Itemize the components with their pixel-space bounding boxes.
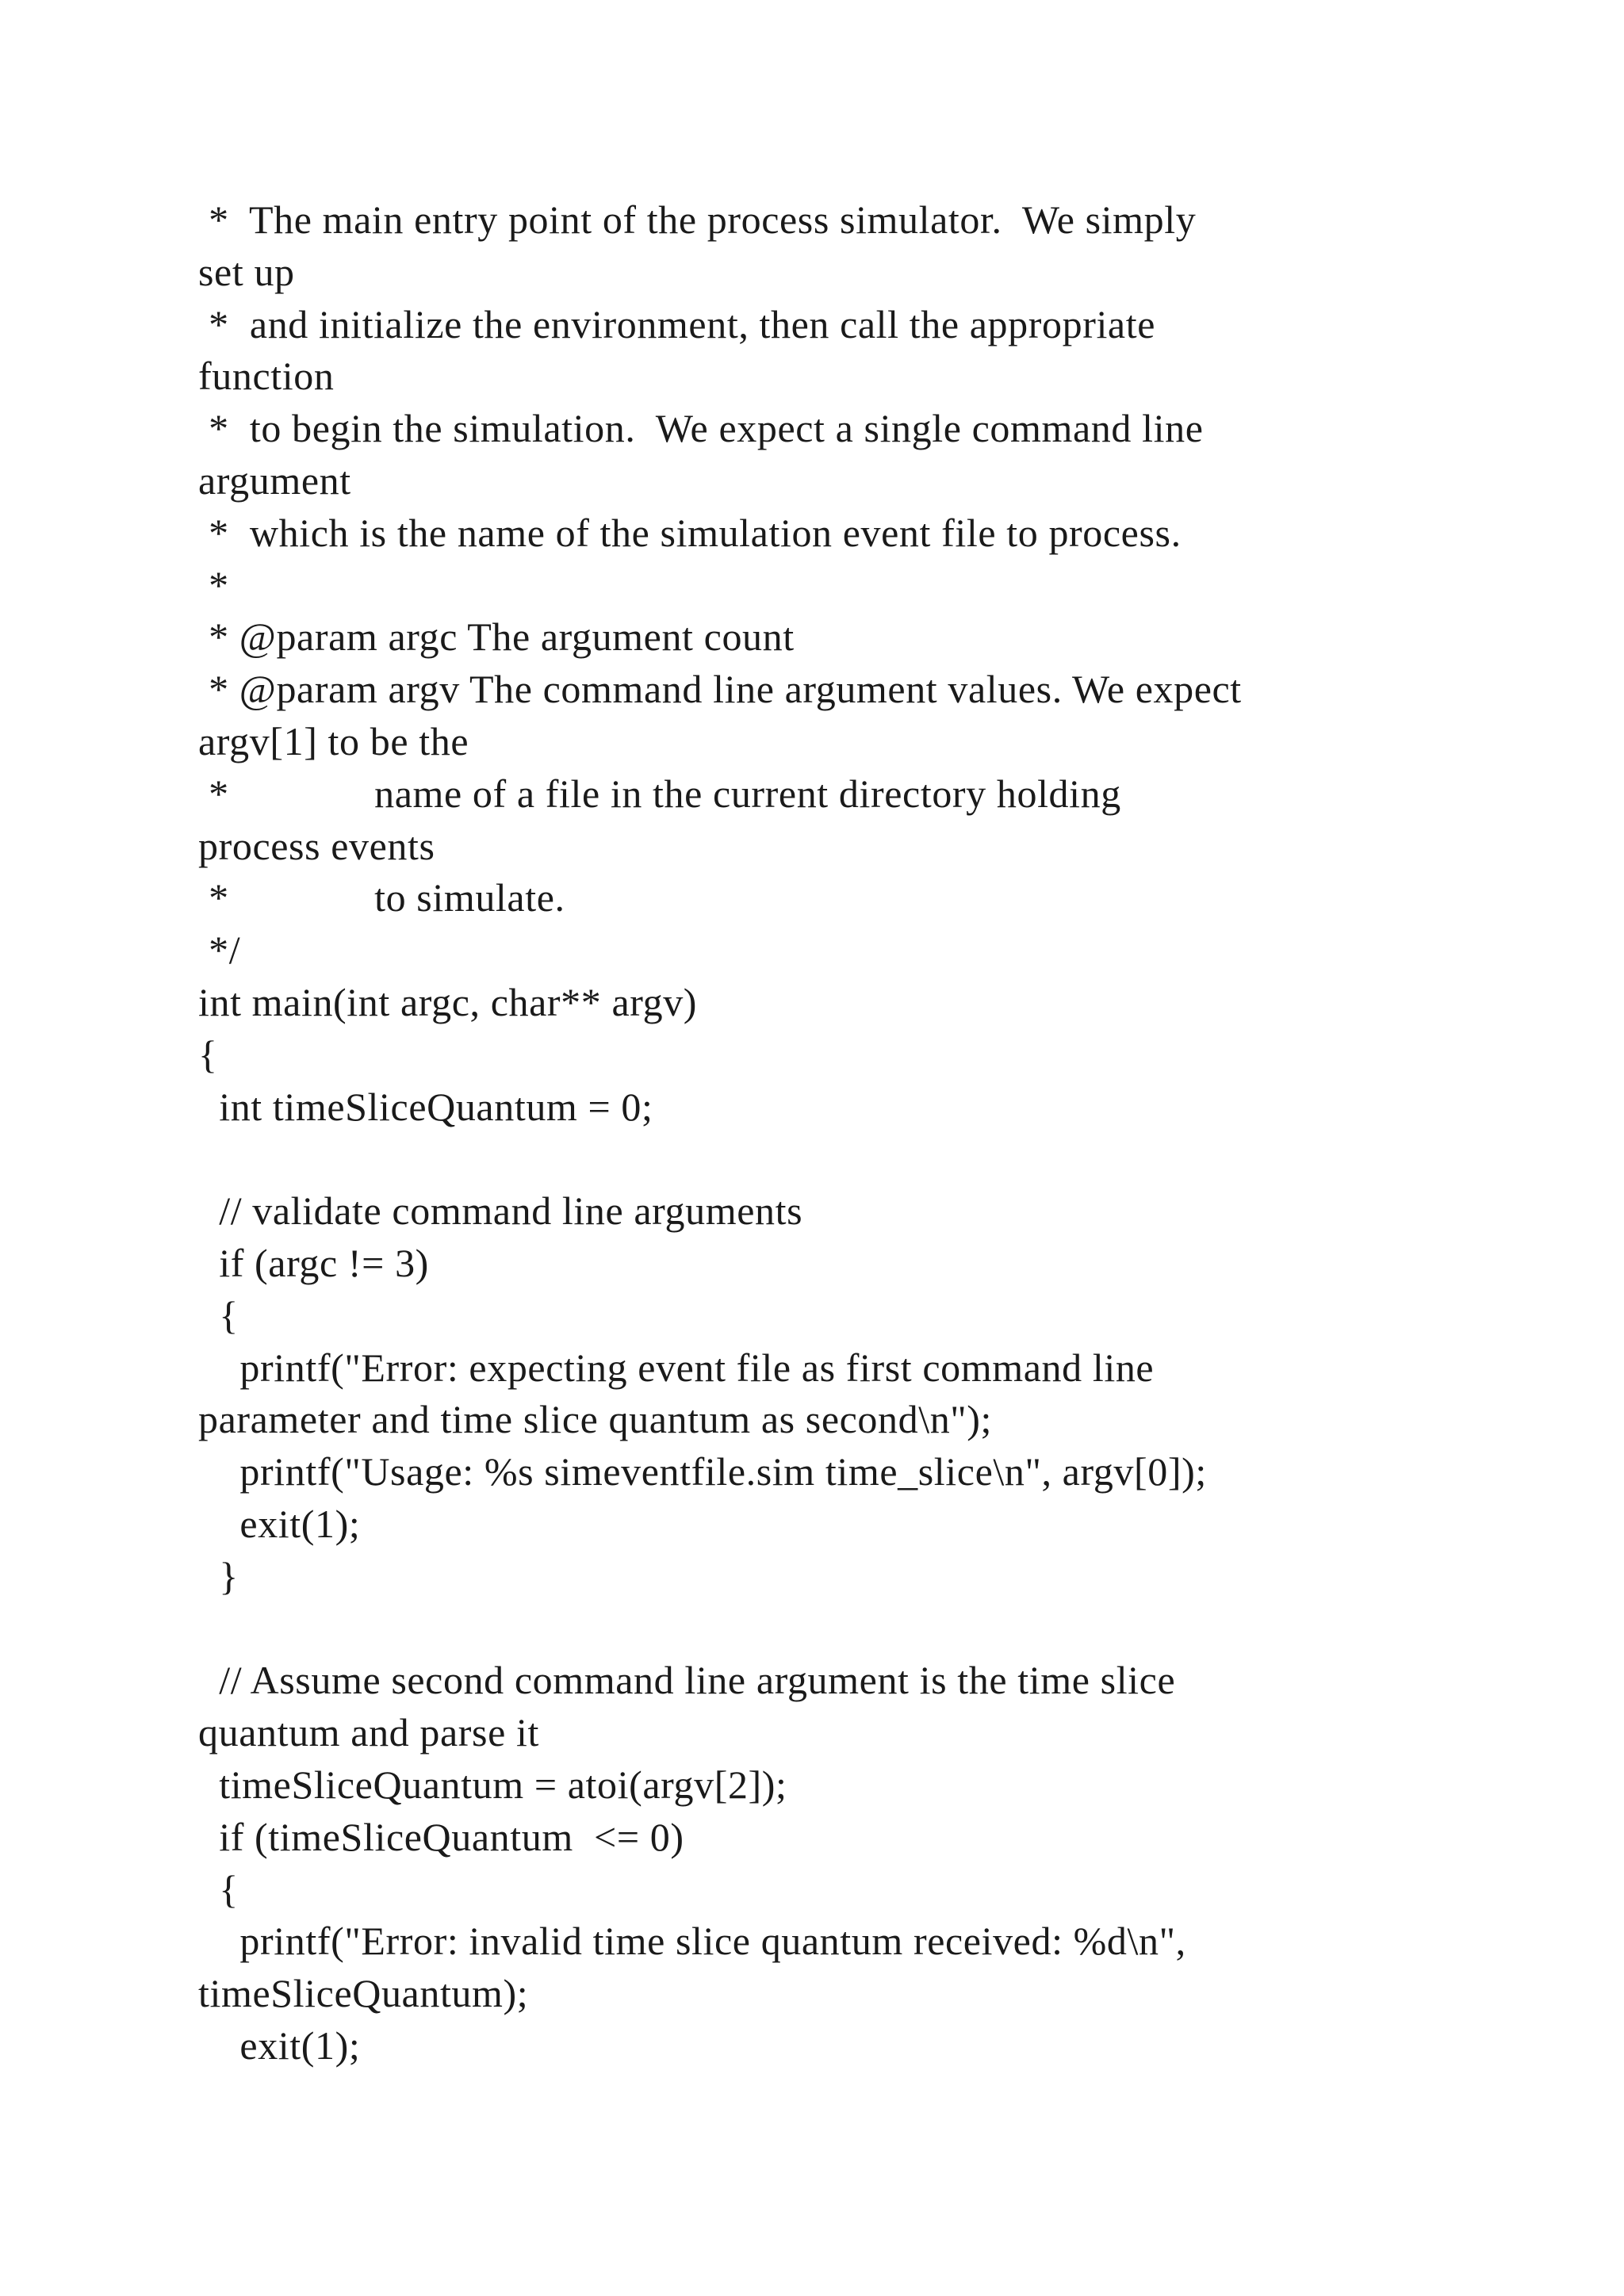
text-line: * @param argc The argument count — [198, 614, 795, 660]
code-listing — [198, 194, 1435, 2072]
text-line: // Assume second command line argument is the time slice — [198, 1658, 1176, 1703]
text-line: * to simulate. — [198, 875, 565, 920]
text-line: } — [198, 1553, 239, 1598]
text-line: * and initialize the environment, then call the appropriate — [198, 301, 1156, 346]
text-line: argv[1] to be the — [198, 718, 469, 763]
text-line: set up — [198, 249, 295, 294]
text-line: * — [198, 562, 229, 607]
text-line: int main(int argc, char** argv) — [198, 979, 698, 1024]
text-line — [198, 1133, 1435, 1185]
text-line: argument — [198, 457, 351, 503]
text-line: { — [198, 1866, 239, 1911]
text-line: int timeSliceQuantum = 0; — [198, 1084, 653, 1129]
text-line: printf("Usage: %s simeventfile.sim time_slice\n", argv[0]); — [198, 1449, 1207, 1494]
text-line: timeSliceQuantum); — [198, 1971, 529, 2016]
text-line — [198, 1603, 1435, 1655]
text-line: function — [198, 354, 335, 399]
text-line: { — [198, 1031, 218, 1077]
text-line: process events — [198, 823, 435, 868]
text-line: * which is the name of the simulation event file to process. — [198, 510, 1182, 555]
text-line: if (argc != 3) — [198, 1240, 429, 1285]
text-line: printf("Error: expecting event file as first command line — [198, 1345, 1155, 1390]
text-line: printf("Error: invalid time slice quantum received: %d\n", — [198, 1919, 1186, 1964]
text-line: * The main entry point of the process simulator. We simply — [198, 197, 1197, 242]
text-line: exit(1); — [198, 1501, 361, 1546]
text-line: * to begin the simulation. We expect a single command line — [198, 406, 1204, 451]
text-line: if (timeSliceQuantum <= 0) — [198, 1814, 684, 1859]
text-line: timeSliceQuantum = atoi(argv[2]); — [198, 1762, 787, 1807]
text-line: */ — [198, 928, 241, 973]
text-line: quantum and parse it — [198, 1710, 539, 1755]
text-line: { — [198, 1292, 239, 1337]
text-line: parameter and time slice quantum as second\n"); — [198, 1397, 993, 1442]
text-line: // validate command line arguments — [198, 1188, 803, 1234]
text-line: * @param argv The command line argument values. We expect — [198, 667, 1242, 712]
text-line: exit(1); — [198, 2022, 361, 2068]
text-line: * name of a file in the current directory holding — [198, 771, 1121, 816]
